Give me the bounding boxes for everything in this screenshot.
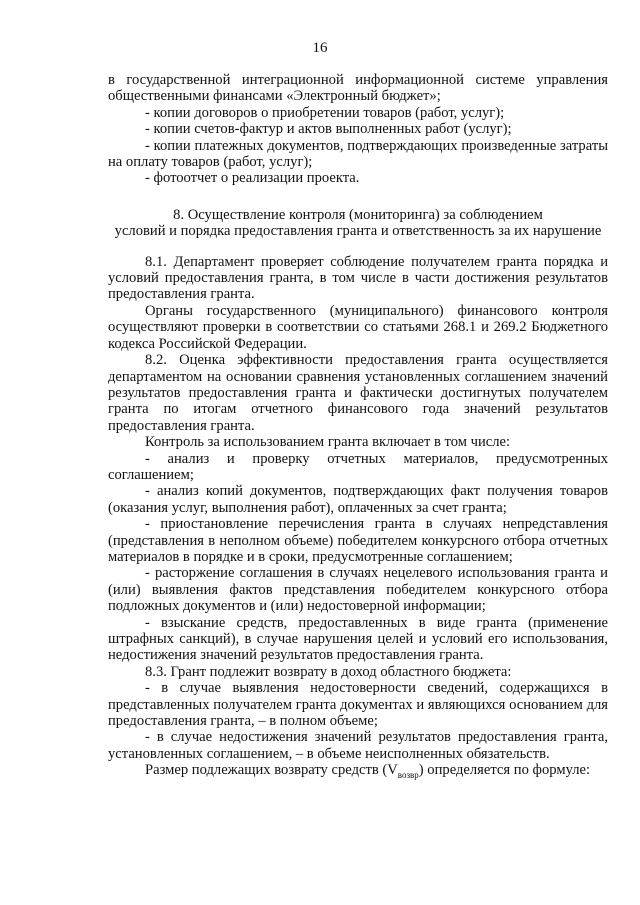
list-item: - копии платежных документов, подтверждающих произведенные затраты на оплату товаров (работ, услуг); xyxy=(108,137,608,171)
list-item: - анализ копий документов, подтверждающих факт получения товаров (оказания услуг, выполнения работ), оплаченных за счет гранта; xyxy=(108,483,608,516)
formula-subscript: возвр xyxy=(397,770,419,781)
section-heading-line-2: условий и порядка предоставления гранта и ответственность за их нарушение xyxy=(114,223,602,240)
text-paragraph: 8.2. Оценка эффективности предоставления гранта осуществляется департаментом на основании сравнения установленных соглашением значений результатов предоставления гранта и фактически достигнутых получателем гранта по итогам отчетного финансового года значений результатов предоставления гранта. xyxy=(108,352,608,434)
text-paragraph: в государственной интеграционной информационной системе управления общественными финансами «Электронный бюджет»; xyxy=(108,72,608,105)
list-item: - копии договоров о приобретении товаров (работ, услуг); xyxy=(145,104,505,121)
formula-intro-line xyxy=(108,762,608,781)
section-heading-line-1: 8. Осуществление контроля (мониторинга) за соблюдением xyxy=(173,206,543,223)
page-number: 16 xyxy=(312,40,328,56)
list-item: - в случае недостижения значений результатов предоставления гранта, установленных соглашением, – в объеме неисполненных обязательств. xyxy=(108,729,608,762)
list-item: - фотоотчет о реализации проекта. xyxy=(145,170,360,187)
list-item: - расторжение соглашения в случаях нецелевого использования гранта и (или) выявления фактов представления победителем конкурсного отбора подложных документов и (или) недостоверной информации; xyxy=(108,565,608,615)
list-item: - приостановление перечисления гранта в случаях непредставления (представления в неполном объеме) победителем конкурсного отбора отчетных материалов в порядке и в сроки, предусмотренные соглашением; xyxy=(108,516,608,565)
text-paragraph: 8.3. Грант подлежит возврату в доход областного бюджета: xyxy=(145,663,512,680)
formula-text-after: ) определяется по формуле: xyxy=(418,762,591,779)
list-item: - в случае выявления недостоверности сведений, содержащихся в представленных получателем гранта документах и являющихся основанием для предоставления гранта, – в полном объеме; xyxy=(108,680,608,730)
list-item: - копии счетов-фактур и актов выполненных работ (услуг); xyxy=(145,121,512,138)
text-paragraph: Органы государственного (муниципального) финансового контроля осуществляют проверки в соответствии со статьями 268.1 и 269.2 Бюджетного кодекса Российской Федерации. xyxy=(108,302,608,352)
list-item: - анализ и проверку отчетных материалов, предусмотренных соглашением; xyxy=(108,450,608,483)
text-paragraph: Контроль за использованием гранта включает в том числе: xyxy=(145,434,511,451)
text-paragraph: 8.1. Департамент проверяет соблюдение получателем гранта порядка и условий предоставления гранта, в том числе в части достижения результатов предоставления гранта. xyxy=(108,253,608,303)
list-item: - взыскание средств, предоставленных в виде гранта (применение штрафных санкций), в случае нарушения целей и условий его использования, недостижения значений результатов предоставления гранта. xyxy=(108,614,608,664)
document-body xyxy=(108,72,608,779)
formula-text-before: Размер подлежащих возврату средств (V xyxy=(145,762,398,779)
